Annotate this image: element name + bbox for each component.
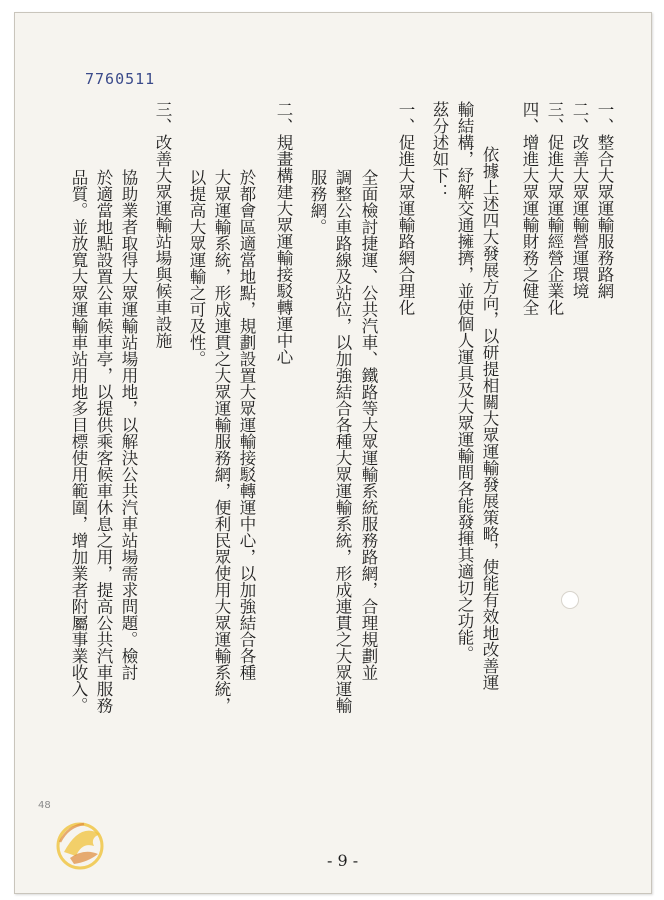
text-column: 依據上述四大發展方向，以研提相關大眾運輸發展策略，使能有效地改善運 <box>480 146 499 691</box>
text-column: 輸結構，紓解交通擁擠，並使個人運具及大眾運輸間各能發揮其適切之功能。 <box>455 101 474 662</box>
text-column: 三、改善大眾運輸站場與候車設施 <box>153 101 172 349</box>
text-column: 大眾運輸系統，形成連貫之大眾運輸服務網，便利民眾使用大眾運輸系統， <box>212 169 231 714</box>
text-column: 四、增進大眾運輸財務之健全 <box>520 101 539 316</box>
page-number: - 9 - <box>327 851 359 870</box>
edge-mark: 48 <box>38 800 51 811</box>
text-column: 二、改善大眾運輸營運環境 <box>570 101 589 299</box>
text-column: 一、整合大眾運輸服務路網 <box>595 101 614 299</box>
text-column: 於適當地點設置公車候車亭，以提供乘客候車休息之用，提高公共汽車服務 <box>94 169 113 714</box>
text-column: 品質。並放寬大眾運輸車站用地多目標使用範圍，增加業者附屬事業收入。 <box>69 169 88 714</box>
document-page <box>14 12 652 894</box>
text-column: 服務網。 <box>308 169 327 235</box>
text-column: 協助業者取得大眾運輸站場用地，以解決公共汽車站場需求問題。檢討 <box>119 169 138 681</box>
text-column: 二、規畫構建大眾運輸接駁轉運中心 <box>274 101 293 365</box>
text-column: 於都會區適當地點，規劃設置大眾運輸接駁轉運中心，以加強結合各種 <box>237 169 256 681</box>
text-column: 一、促進大眾運輸路網合理化 <box>396 101 415 316</box>
text-column: 茲分述如下： <box>430 101 449 200</box>
text-column: 三、促進大眾運輸經營企業化 <box>545 101 564 316</box>
document-number: 7760511 <box>85 70 156 88</box>
text-column: 全面檢討捷運、公共汽車、鐵路等大眾運輸系統服務路網，合理規劃並 <box>359 169 378 681</box>
punch-hole <box>561 591 579 609</box>
text-column: 調整公車路線及站位，以加強結合各種大眾運輸系統，形成連貫之大眾運輸 <box>333 169 352 714</box>
archive-map-logo-icon <box>50 812 114 876</box>
text-column: 以提高大眾運輸之可及性。 <box>187 169 206 367</box>
